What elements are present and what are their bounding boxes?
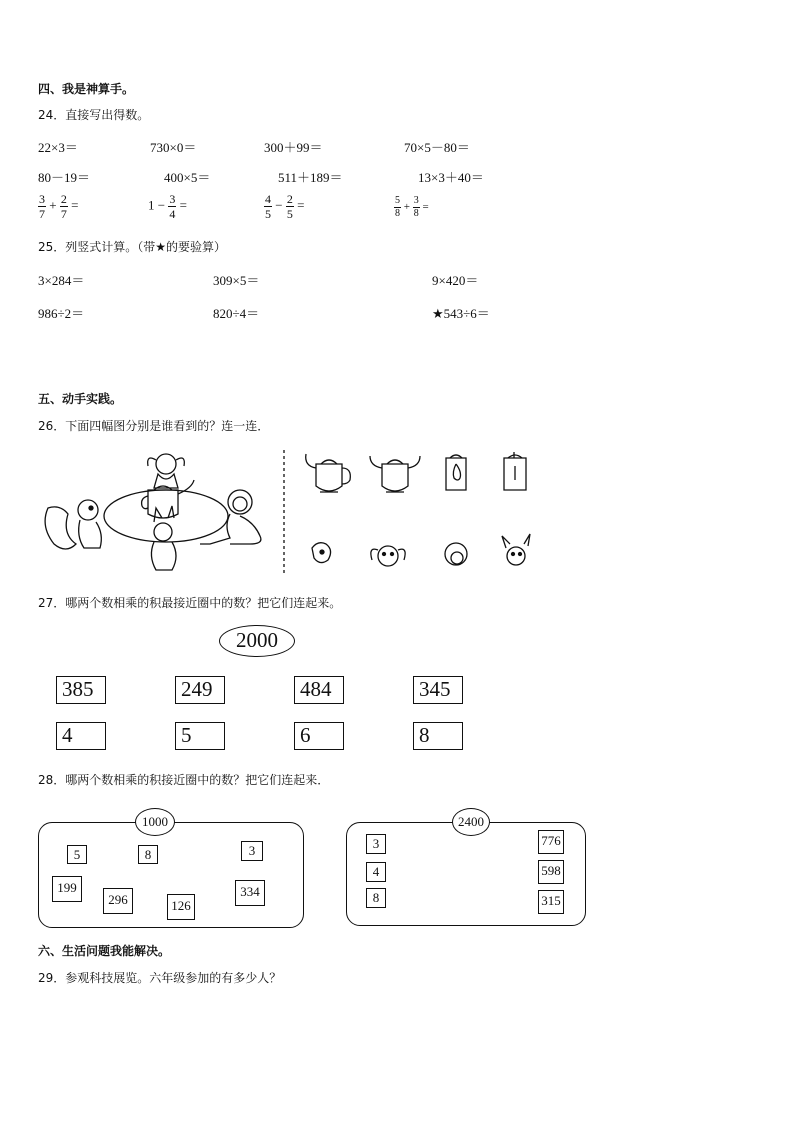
rabbit-figure [151,506,176,570]
expr-25-2-3: ★543÷6＝ [432,306,490,321]
expr-25-1-1: 3×284＝ [38,273,85,288]
question-25-label: 25．列竖式计算。（带★的要验算） [38,240,227,254]
expr-25-2-1: 986÷2＝ [38,306,85,321]
expr-24-1-4: 70×5－80＝ [404,140,470,155]
expr-25-1-3: 9×420＝ [432,273,479,288]
animals-teapot-illustration [36,446,546,580]
monkey-figure [200,490,261,544]
expr-24-1-2: 730×0＝ [150,140,197,155]
target-1000-circle: 1000 [135,808,175,836]
q27-number-484[interactable]: 484 [294,676,344,704]
expr-25-1-2: 309×5＝ [213,273,260,288]
q28-left-296[interactable]: 296 [103,888,133,914]
section-5-title: 五、动手实践。 [38,392,123,406]
expr-24-1-3: 300＋99＝ [264,140,323,155]
q27-number-8[interactable]: 8 [413,722,463,750]
question-24-label: 24．直接写出得数。 [38,108,150,122]
teapot-view-4 [504,452,526,490]
q28-right-4[interactable]: 4 [366,862,386,882]
q27-number-345[interactable]: 345 [413,676,463,704]
q28-left-126[interactable]: 126 [167,894,195,920]
q27-number-4[interactable]: 4 [56,722,106,750]
q28-left-3[interactable]: 3 [241,841,263,861]
fraction-expr-3: $\frac{4}{5}$ − $\frac{2}{5}$ = [265,192,305,221]
fraction-expr-1: $\frac{3}{7}$ + $\frac{2}{7}$ = [39,192,79,221]
teapot-view-1 [306,454,351,492]
table-shape [104,490,228,542]
q28-left-334[interactable]: 334 [235,880,265,906]
question-26-label: 26．下面四幅图分别是谁看到的？连一连． [38,419,270,433]
face-squirrel [312,543,331,563]
question-29-label: 29．参观科技展览。六年级参加的有多少人？ [38,971,282,985]
teapot-view-2 [370,456,420,492]
face-dog [371,546,405,566]
scene-teapot [142,480,194,518]
expr-24-2-3: 511＋189＝ [278,170,343,185]
section-6-title: 六、生活问题我能解决。 [38,944,171,958]
fraction-expr-4: $\frac{5}{8}$ + $\frac{3}{8}$ = [395,195,429,219]
face-rabbit [502,534,530,565]
section-4-title: 四、我是神算手。 [38,82,135,96]
q27-number-5[interactable]: 5 [175,722,225,750]
teapot-view-3 [446,455,466,490]
q28-left-8[interactable]: 8 [138,845,158,864]
q28-right-776[interactable]: 776 [538,830,564,854]
q28-left-199[interactable]: 199 [52,876,82,902]
q28-right-8[interactable]: 8 [366,888,386,908]
squirrel-figure [45,500,101,549]
target-2000-circle: 2000 [219,625,295,657]
expr-24-2-4: 13×3＋40＝ [418,170,484,185]
q27-number-6[interactable]: 6 [294,722,344,750]
expr-24-1-1: 22×3＝ [38,140,78,155]
q28-right-315[interactable]: 315 [538,890,564,914]
q28-left-5[interactable]: 5 [67,845,87,864]
q28-right-598[interactable]: 598 [538,860,564,884]
question-28-label: 28．哪两个数相乘的积接近圈中的数？把它们连起来． [38,773,330,787]
q27-number-249[interactable]: 249 [175,676,225,704]
expr-24-2-1: 80－19＝ [38,170,91,185]
q27-number-385[interactable]: 385 [56,676,106,704]
dog-figure [148,454,185,488]
expr-24-2-2: 400×5＝ [164,170,211,185]
face-monkey [445,543,467,565]
fraction-expr-2: 1 − $\frac{3}{4}$ = [148,192,187,221]
q28-right-3[interactable]: 3 [366,834,386,854]
target-2400-circle: 2400 [452,808,490,836]
expr-25-2-2: 820÷4＝ [213,306,260,321]
question-27-label: 27．哪两个数相乘的积最接近圈中的数？把它们连起来。 [38,596,342,610]
